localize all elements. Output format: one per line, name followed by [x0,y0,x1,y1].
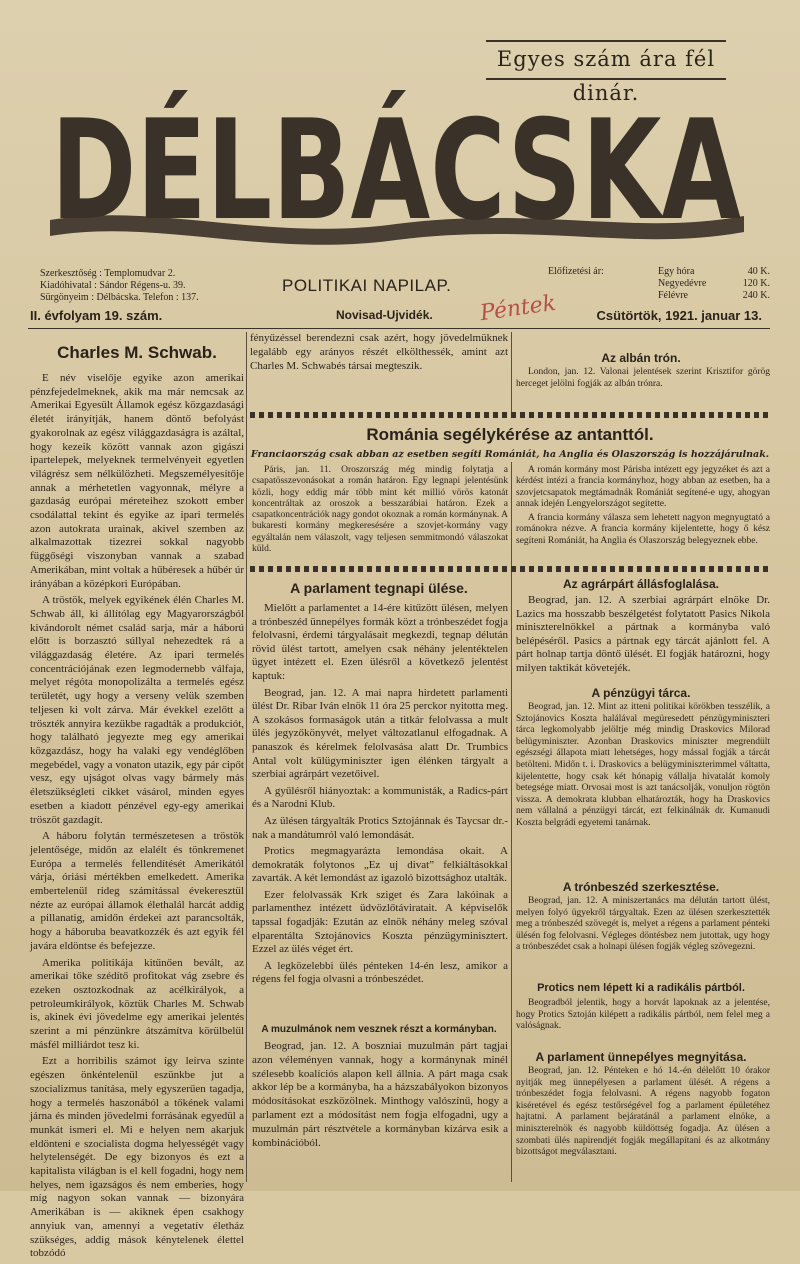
opening-title: A parlament ünnepélyes megnyitása. [535,1050,747,1064]
article-paragraph: Beogradból jelentik, hogy a horvát lapoknak az a jelentése, hogy Protics Sztoján kilépett a radikális pártból, nem felel meg a valóságnak. [516,998,770,1032]
masthead-title: DÉLBÁCSKA [51,90,742,251]
muslims-title: A muzulmánok nem vesznek részt a kormányban. [261,1024,497,1035]
agrar-title: Az agrárpárt állásfoglalása. [562,577,720,591]
article-paragraph: A francia kormány válasza sem lehetett nagyon megnyugtató a románokra nézve. A francia kormány kijelentette, hogy ő kész segíteni Romániát, ha Anglia és Olaszország belegyeznek ebbe. [516,513,770,546]
article-paragraph: E név viselője egyike azon amerikai pénzfejedelmeknek, akik ma már nemcsak az Amerikai Egyesült Államok egész közgazdasági életét irányítják, hanem döntő befolyást gyakorolnak az egész világgazdaságra is azáltal, hogy kezeik között vannak azon gigászi ipartelepek, melyeknek termelvényeit egyetlen világrész sem nélkülözheti. Megszemélyesítője annak a mérhetetlen vagyonnak, mélyre a gazdaság európai méreteihez szokott ember csodálattal tekint és egyike az ipari termelés azon autokrata urainak, akivel szemben az alkalmazottak tizezrei sokkal nagyobb függőségi viszonyban vannak a szabad Amerikában, mint voltak a hűbéresek a hűbér úr irányában a középkori Európában. [30,372,244,590]
subscription-period: Félévre [658,290,688,301]
article-paragraph: Amerika politikája kitűnően bevált, az amerikai tőke szédítő profitokat vág zsebre és ezeken osztozkodnak az acélkirályok, a petroleumkirályok, köztük Charles M. Schwab is, akinek évi jövedelme egy amerikai jelentés szerint a mi pénzünkre átszámítva körülbelül másfél milliárdot tesz ki. [30,956,244,1051]
article-paragraph: Páris, jan. 11. Oroszország még mindig folytatja a csapatösszevonásokat a román határon. Egy legnapi jelentésünk közli, hogy eddig már több mint két millió vörös katonát koncentráltak az oroszok a besszarábiai határon. Ezek a csapatkoncentrációk nagy gondot okoznak a román kormánynak. A bukaresti kormány megkeresésére a szovjet-kormány vagy egyáltalán nem válaszolt, vagy teljesen semmitmondó válaszokat küld. [252,465,508,555]
subscription-period: Egy hóra [658,266,695,277]
price-banner: Egyes szám ára fél dinár. [486,40,726,80]
article-paragraph: A legközelebbi ülés pénteken 14-én lesz, amikor a régens fel fogja olvasni a trónbeszédet. [252,959,508,986]
article-paragraph: London, jan. 12. Valonai jelentések szerint Krisztifor görög herceget jelölni fogják az albán trónra. [516,367,770,389]
article-paragraph: A gyűlésről hiányoztak: a kommunisták, a Radics-párt és a Narodni Klub. [252,784,508,811]
handwritten-note: Péntek [478,290,558,327]
article-paragraph: Ezer felolvassák Krk sziget és Zara lakóinak a parlamenthez intézett üdvözlőtáviratait. A képviselők tapssal fogadják: Ezután az elnök néhány meleg szóval elparentálta Sztojánovics Koszta pénzügyminisztert. Ezzel az ülés véget ért. [252,888,508,956]
article-paragraph: Mielőtt a parlamentet a 14-ére kitűzött ülésen, melyen a trónbeszéd ünnepélyes formák közt a trónbeszédet fogja felolvasni, érdemi tárgyalásait megkezdi, tegnap délután rövid ülést tartott, amelyen csak néhány jelentéktelen ügyet intézett el. Ezen ülésről a következő jelentést kaptuk: [252,602,508,682]
city: Novisad-Ujvidék. [336,308,433,322]
imprint-line: Szerkesztőség : Templomudvar 2. [40,268,176,279]
article-paragraph: Ezt a horribilis számot így leírva szinte egészen önkéntelenül eszünkbe jut a szocializmus tanítása, mely egyszerűen tagadja, hogy a termelés haszonából a tőkének valami járna és minden jövedelmi forrásának egyedül a munkát ismeri el. Mi e helyen nem akarjuk eldönteni e szocialista dogma helyességét vagy helytelenségét. De egy bizonyos és ezt a kapitalista világban is el kell fogadni, hogy nem helyes, nem igazságos és nem emberies, hogy míg nagyon sokan vannak — bizonyára Amerikában is — akiknek épen csakhogy annyiuk van, amennyi a vegetatív életház szükséges, addig mások kénytelenek élettel tobzódó [30,1055,244,1260]
protics-article [516,998,770,1036]
article-paragraph: Protics megmagyarázta lemondása okait. A demokraták folytonos „Ez uj divat” felkiáltásokkal zavarták. A két lemondást az igazoló bizottsághoz utalták. [252,845,508,885]
dotted-rule [250,412,770,418]
schwab-title: Charles M. Schwab. [57,343,217,362]
dotted-rule [250,566,770,572]
subtitle: POLITIKAI NAPILAP. [282,276,452,295]
imprint-line: Sürgönyeim : Délbácska. Telefon : 137. [40,292,199,303]
subscription-amount: 120 K. [742,278,770,289]
romania-article-right [516,465,770,550]
subscription-amount: 40 K. [747,266,770,277]
subscription-label: Előfizetési ár: [548,266,604,277]
opening-article [516,1066,770,1162]
subscription-amount: 240 K. [742,290,770,301]
article-paragraph: A román kormány most Párisba intézett egy jegyzéket és azt a kérdést intézi a francia kormányhoz, hogy abban az esetben, ha a szovjetcsapatok megtámadnák Romániát segítené-e ugy, ahogyan annak idején Lengyelországot segítette. [516,465,770,509]
muslims-article [252,1040,508,1153]
article-paragraph: Beograd, jan. 12. Mint az itteni politikai körökben tesszélik, a Sztojánovics Koszta halálával megüresedett pénzügyminiszteri tárca legkomolyabb jelöltje még mindig Draskovics Milorad belügyminiszter. Azonban Draskovics miniszter megrendült egészségi állapota miatt lehetséges, hogy mással fogják a tárcát betölteni. Midőn t. i. Draskovics a belügyminiszterimmel váltatta, kijelentette, hogy csak két hónapig vállalja hivatalát komoly betegsége miatt. Orvosai most is azt tanácsolják, vonuljon rögtön vissza. A demokrata klubban elhatározták, hogy ha Draskovics nem vállalná a pénzügyi tárcát, ezt felkinálnák dr. Kumanudi Koszta belgrádi egyetemi tanárnak. [516,702,770,828]
article-paragraph: Beograd, jan. 12. A miniszertanács ma délután tartott ülést, melyen folyó ügyekről tárgyaltak. Ezen az ülésen szerkesztették meg a trónbeszéd szövegét is, melyet a régens a parlament pénteki ülésén fog felolvasni. Végleges döntésbez nem jutottak, ugy hogy a trónbeszédet csak a holnapi ülésen fogják végleg szövegezni. [516,896,770,953]
masthead [36,70,756,260]
article-paragraph: Beograd, jan. 12. A mai napra hirdetett parlamenti ülést Dr. Ribar Iván elnök 11 óra 25 perckor nyitotta meg. A szokásos formaságok után a titkár felolvassa a mult ülés jegyzőkönyvét, melyet változatlanul elfogadnak. A panaszok és kérelmek felolvasása alatt Dr. Trumbics Antal volt külügyminiszter igen élénken tárgyalt a szerbiai agrárpárt vezetőivel. [252,686,508,781]
finance-title: A pénzügyi tárca. [591,686,691,700]
issue-date: Csütörtök, 1921. januar 13. [596,308,762,323]
article-paragraph: fényűzéssel berendezni csak azért, hogy jövedelmüknek legalább egy arányos részét elkölthessék, amint azt Charles M. Schwabés társai megteszik. [250,332,508,372]
schwab-continuation [250,331,508,376]
albanian-title: Az albán trón. [601,351,681,365]
column-divider [246,332,247,1182]
finance-article [516,702,770,833]
subscription-period: Negyedévre [658,278,707,289]
protics-title: Protics nem lépett ki a radikális pártból. [537,982,745,994]
article-paragraph: Beograd, jan. 12. Pénteken e hó 14.-én délelőtt 10 órakor nyitják meg ünnepélyesen a parlament ülését. A régens a trónbeszédet fogja felolvasni. A régens nagyobb fogaton kiséretével és egész testőrségével fog a parlament épületéhez hajtatni. A parlament bejáratánál a parlament elnöke, a miniszterelnök és nagyobb küldöttség fogadja. Az ülésen a szombati ülés napirendjét fogják megállapítani és az alkotmány bizottságot megválasztani. [516,1066,770,1158]
masthead-logo [36,70,756,260]
article-paragraph: Az ülésen tárgyalták Protics Sztojánnak és Taycsar dr.-nak a mandátumról való lemondását. [252,814,508,841]
imprint-line: Kiadóhivatal : Sándor Régens-u. 39. [40,280,186,291]
albanian-article [516,367,770,393]
column-divider [511,332,512,412]
romania-title: Románia segélykérése az antanttól. [366,425,654,444]
article-paragraph: A tröstök, melyek egyikének élén Charles M. Schwab áll, ki állítólag egy Magyarországból kivándorolt német család sarja, már a háború előtt is borzasztó súllyal nehezedtek rá a világgazdaság életére. Az ipari termelés concentrációjának ezen legmodernebb válfaja, melyet régóta monopolizálta a termelés egész területét, ugy hogy a verseny velük szemben teljesen ki volt zárva. Már évekkel ezelőtt a tröszték annyira kezükbe ragadták a produkciót, hogy található jegyezte meg egy amerikai közgazdász, hogy ha valaki egy vendéglőben megebédel, vagy a vonaton utazik, egy pár cipőt vesz, egy ujságot olvas vagy bármely más életszükségleti cikket vásárol, minden egyes esetben a kiadott pénzével egy-egy amerikai tröszöt gazdagít. [30,594,244,826]
issue-number: II. évfolyam 19. szám. [30,308,163,323]
romania-subtitle: Franciaország csak abban az esetben segíti Romániát, ha Anglia és Olaszország is hozzájárulnak. [250,449,770,460]
throne-title: A trónbeszéd szerkesztése. [562,880,720,894]
romania-article-left [252,465,508,558]
article-paragraph: A háboru folytán természetesen a tröstök jelentősége, midőn az elalélt és tönkremenet Európa a termelés fellendítését Amerikától várja, óriási mértékben emelkedett. Amerika embertelenül rideg számítással évekeresztül nézte az európai államok élethalál harcát addig a pillanatig, amidőn érdekei azt parancsolták, hogy a háboruba beavatkozzék és azt egyik fél javára eldöntse és befejezze. [30,830,244,952]
article-paragraph: Beograd, jan. 12. A boszniai muzulmán párt tagjai azon véleményen vannak, hogy a kormánynak minél szélesebb koalíciós alapon kell állnia. A párt maga csak akkor lép be a kormányba, ha a házszabályokon bizonyos módosításokat eszközölnek. Minthogy valószínű, hogy a parlament ezt a módosítást nem fogja elfogadni, ugy a muzulmán párt résztvétele a kormányban kizárva esik a kombinációból. [252,1040,508,1149]
parliament-title: A parlament tegnapi ülése. [290,580,468,596]
imprint [40,268,199,304]
article-paragraph: Beograd, jan. 12. A szerbiai agrárpárt elnöke Dr. Lazics ma hosszabb beszélgetést folytatott Pasics Nikola miniszterelnökkel a pártnak a kormányba való belépéséről. Pasics a pártnak egy tárcát ajánlott fel. A párt holnap tartja döntő ülését. El fogják határozni, hogy milyen taktikát követejék. [516,594,770,674]
subscription [548,266,770,302]
schwab-article [30,372,244,1264]
issue-bar [28,306,770,329]
throne-article [516,896,770,957]
agrar-article [516,594,770,679]
parliament-article [252,602,508,990]
